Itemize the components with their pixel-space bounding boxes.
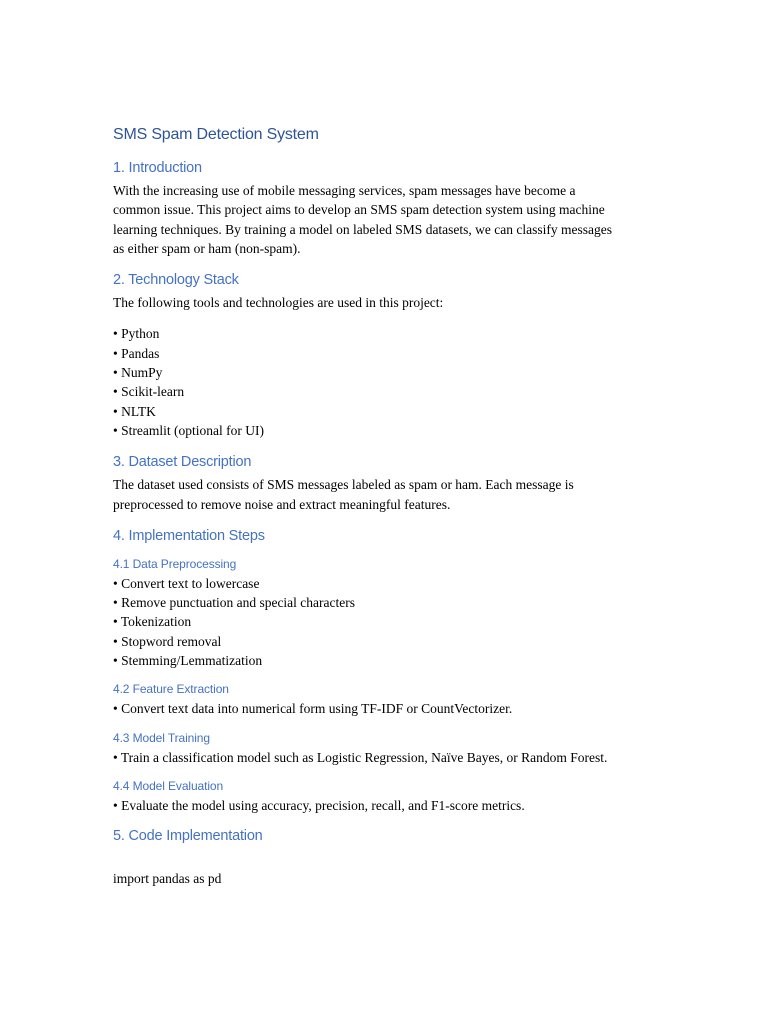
introduction-heading: 1. Introduction xyxy=(113,160,202,176)
section-code-implementation xyxy=(113,826,658,888)
spacer xyxy=(113,670,658,681)
list-item: • Convert text data into numerical form using TF-IDF or CountVectorizer. xyxy=(113,701,513,717)
feature-extraction-heading: 4.2 Feature Extraction xyxy=(113,682,229,697)
list-item: • Train a classification model such as Logistic Regression, Naïve Bayes, or Random Forest. xyxy=(113,749,608,765)
list-item: • Python xyxy=(113,326,160,342)
code-line: import pandas as pd xyxy=(113,871,222,887)
list-item: • Scikit-learn xyxy=(113,384,185,400)
feature-extraction-list xyxy=(113,699,658,718)
document-page xyxy=(113,125,658,889)
model-training-heading: 4.3 Model Training xyxy=(113,730,210,745)
list-item: • Tokenization xyxy=(113,614,192,630)
dataset-line: preprocessed to remove noise and extract meaningful features. xyxy=(113,496,451,512)
list-item: • Stopword removal xyxy=(113,633,222,649)
spacer xyxy=(113,440,658,452)
technology-stack-intro: The following tools and technologies are used in this project: xyxy=(113,295,444,311)
implementation-steps-heading: 4. Implementation Steps xyxy=(113,527,265,544)
preprocessing-list xyxy=(113,574,658,670)
list-item: • Stemming/Lemmatization xyxy=(113,653,263,669)
dataset-description-heading: 3. Dataset Description xyxy=(113,454,252,471)
list-item: • NLTK xyxy=(113,403,156,419)
spacer xyxy=(113,719,658,730)
model-evaluation-heading: 4.4 Model Evaluation xyxy=(113,778,224,793)
introduction-line: With the increasing use of mobile messaging services, spam messages have become a xyxy=(113,183,576,198)
section-dataset-description xyxy=(113,452,658,514)
section-implementation-steps xyxy=(113,526,658,826)
spacer xyxy=(113,849,658,869)
section-introduction xyxy=(113,158,658,258)
list-item: • Remove punctuation and special characters xyxy=(113,595,356,611)
code-implementation-heading: 5. Code Implementation xyxy=(113,828,263,845)
introduction-line: as either spam or ham (non-spam). xyxy=(113,240,301,256)
technology-list xyxy=(113,324,658,440)
dataset-line: The dataset used consists of SMS messages labeled as spam or ham. Each message is xyxy=(113,477,574,493)
model-training-list xyxy=(113,748,658,767)
document-title: SMS Spam Detection System xyxy=(113,126,319,143)
list-item: • NumPy xyxy=(113,365,163,381)
section-technology-stack xyxy=(113,270,658,452)
introduction-paragraph xyxy=(113,181,658,258)
model-evaluation-list xyxy=(113,796,658,815)
dataset-description-paragraph xyxy=(113,475,658,514)
spacer xyxy=(113,767,658,778)
spacer xyxy=(113,815,658,826)
list-item: • Convert text to lowercase xyxy=(113,575,260,591)
introduction-line: learning techniques. By training a model on labeled SMS datasets, we can classify messages xyxy=(113,221,612,237)
data-preprocessing-heading: 4.1 Data Preprocessing xyxy=(113,556,237,571)
technology-stack-heading: 2. Technology Stack xyxy=(113,272,239,289)
list-item: • Pandas xyxy=(113,345,160,361)
list-item: • Evaluate the model using accuracy, precision, recall, and F1-score metrics. xyxy=(113,797,525,813)
introduction-line: common issue. This project aims to develop an SMS spam detection system using machine xyxy=(113,202,605,218)
list-item: • Streamlit (optional for UI) xyxy=(113,422,264,438)
